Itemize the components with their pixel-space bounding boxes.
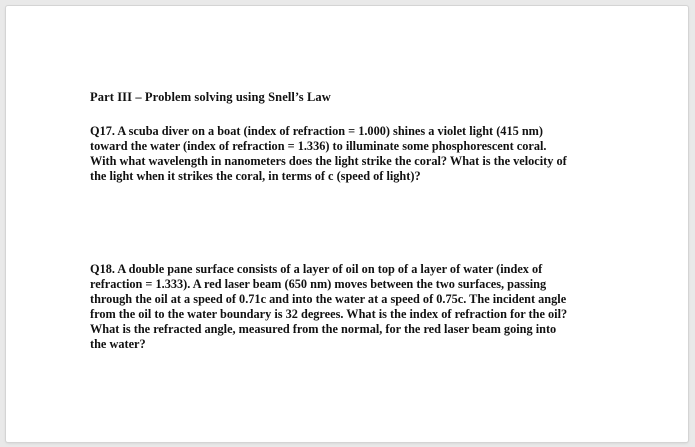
question-line: through the oil at a speed of 0.71c and into the water at a speed of 0.75c. The incident angle	[90, 292, 567, 306]
question-line: toward the water (index of refraction = 1.336) to illuminate some phosphorescent coral.	[90, 139, 547, 153]
question-line: What is the refracted angle, measured from the normal, for the red laser beam going into	[90, 322, 557, 336]
question-q17	[90, 124, 625, 184]
question-q18	[90, 262, 625, 352]
section-heading: Part III – Problem solving using Snell’s Law	[90, 90, 331, 104]
question-line: Q17. A scuba diver on a boat (index of refraction = 1.000) shines a violet light (415 nm)	[90, 124, 544, 138]
question-line: With what wavelength in nanometers does the light strike the coral? What is the velocity of	[90, 154, 567, 168]
question-line: from the oil to the water boundary is 32 degrees. What is the index of refraction for the oil?	[90, 307, 568, 321]
question-line: Q18. A double pane surface consists of a layer of oil on top of a layer of water (index of	[90, 262, 543, 276]
question-line: the water?	[90, 337, 146, 351]
document-page	[6, 6, 688, 442]
question-line: the light when it strikes the coral, in terms of c (speed of light)?	[90, 169, 421, 183]
question-line: refraction = 1.333). A red laser beam (650 nm) moves between the two surfaces, passing	[90, 277, 547, 291]
